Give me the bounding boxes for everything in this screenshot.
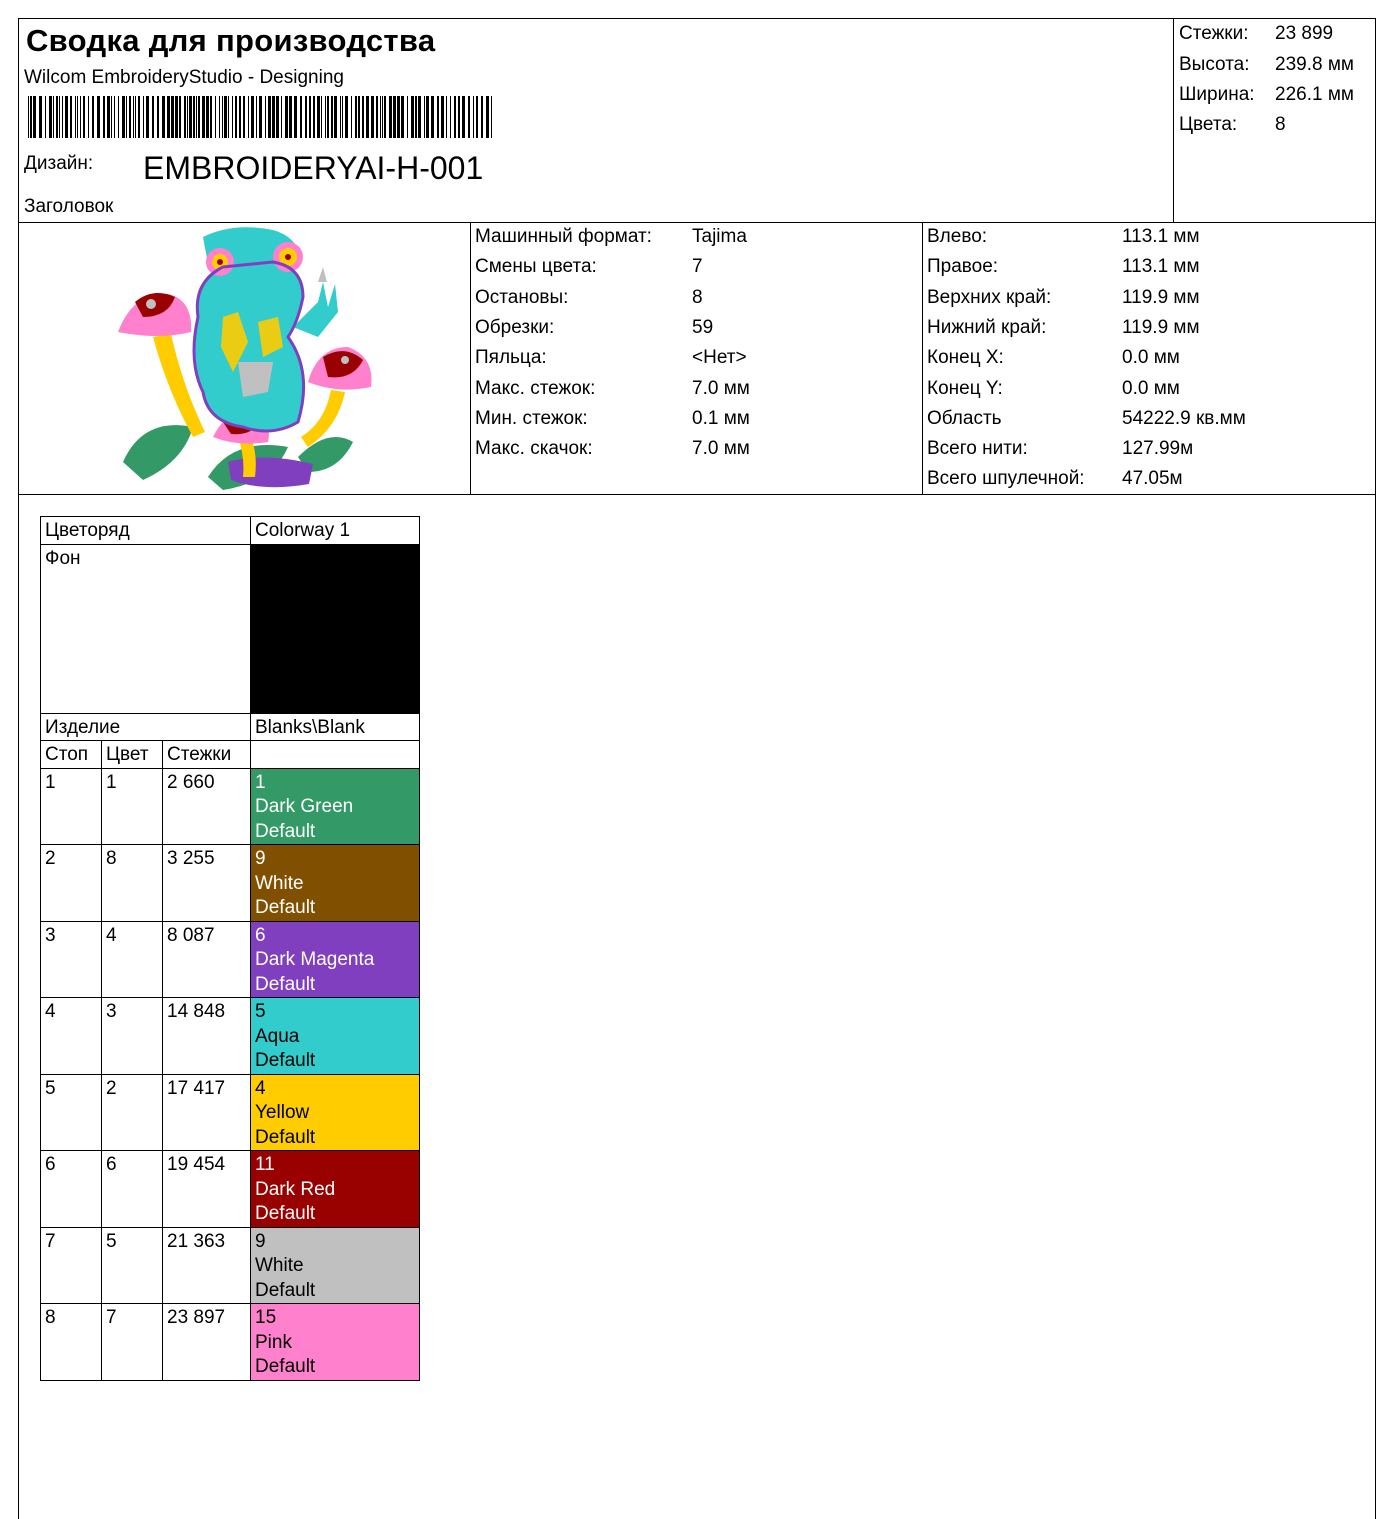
thread-color: 4 xyxy=(102,921,163,998)
thread-code: 11 xyxy=(255,1154,275,1175)
thread-row xyxy=(41,1304,420,1381)
thread-stitches: 14 848 xyxy=(163,998,251,1075)
barcode-bar xyxy=(118,96,119,138)
barcode-bar xyxy=(342,96,343,138)
barcode-bar xyxy=(49,96,52,138)
thread-name: Dark Green xyxy=(255,796,354,817)
barcode-bar xyxy=(235,96,237,138)
barcode-bar xyxy=(103,96,105,138)
barcode-bar xyxy=(382,96,383,138)
barcode-bar xyxy=(189,96,192,138)
extent-value: 113.1 мм xyxy=(1122,256,1200,278)
barcode-bar xyxy=(309,96,311,138)
thread-code: 9 xyxy=(255,848,266,869)
thread-color: 2 xyxy=(102,1074,163,1151)
barcode-bar xyxy=(321,96,322,138)
barcode-bar xyxy=(88,96,89,138)
barcode-bar xyxy=(184,96,186,138)
machine-label: Пяльца: xyxy=(475,347,547,369)
barcode-bar xyxy=(437,96,439,138)
thread-color: 1 xyxy=(102,768,163,845)
machine-value: 7.0 мм xyxy=(692,438,750,460)
colors-label: Цвета: xyxy=(1179,114,1238,135)
thread-color: 5 xyxy=(102,1227,163,1304)
thread-name: Aqua xyxy=(255,1025,300,1047)
thread-code: 6 xyxy=(255,924,266,946)
barcode-bar xyxy=(33,96,36,138)
barcode-bar xyxy=(300,96,302,138)
barcode-bar xyxy=(162,96,165,138)
design-label: Дизайн: xyxy=(24,153,94,174)
extent-label: Правое: xyxy=(927,256,999,278)
thread-stop: 2 xyxy=(41,845,102,922)
thread-name: White xyxy=(255,872,304,894)
barcode-bar xyxy=(340,96,341,138)
machine-label: Смены цвета: xyxy=(475,256,597,278)
barcode-bar xyxy=(393,96,396,138)
barcode-bar xyxy=(28,96,29,138)
extent-value: 47.05м xyxy=(1122,468,1183,490)
barcode-bar xyxy=(458,96,460,138)
barcode-bar xyxy=(345,96,348,138)
barcode-bar xyxy=(268,96,271,138)
thread-stitches: 17 417 xyxy=(163,1074,251,1151)
extent-value: 119.9 мм xyxy=(1122,316,1200,338)
colorway-label: Цветоряд xyxy=(41,517,251,545)
barcode-bar xyxy=(167,96,170,138)
machine-value: 7.0 мм xyxy=(692,377,750,399)
barcode-bar xyxy=(285,96,288,138)
barcode-bar xyxy=(222,96,223,138)
machine-label: Макс. скачок: xyxy=(475,438,593,460)
column-header-thread xyxy=(251,741,420,769)
thread-chart: Default xyxy=(255,820,316,842)
production-worksheet xyxy=(18,18,1376,1519)
barcode-bar xyxy=(380,96,381,138)
barcode-bar xyxy=(77,96,78,138)
barcode-bar xyxy=(232,96,233,138)
barcode-bar xyxy=(426,96,429,138)
machine-value: 7 xyxy=(692,256,703,278)
thread-chart: Default xyxy=(255,973,316,995)
extent-label: Нижний край: xyxy=(927,316,1047,338)
barcode-bar xyxy=(424,96,425,138)
barcode-bar xyxy=(92,96,94,138)
extent-value: 0.0 мм xyxy=(1122,347,1180,369)
thread-color: 6 xyxy=(102,1151,163,1228)
barcode-bar xyxy=(289,96,292,138)
thread-row xyxy=(41,845,420,922)
machine-value: 0.1 мм xyxy=(692,407,750,429)
barcode-bar xyxy=(384,96,386,138)
thread-code: 5 xyxy=(255,1001,266,1022)
thread-stitches: 23 897 xyxy=(163,1304,251,1381)
barcode-bar xyxy=(366,96,369,138)
barcode-bar xyxy=(187,96,188,138)
barcode-bar xyxy=(325,96,326,138)
thread-chart: Default xyxy=(255,1356,316,1377)
thread-code: 15 xyxy=(255,1307,277,1328)
barcode-bar xyxy=(327,96,329,138)
barcode-bar xyxy=(389,96,392,138)
barcode-bar xyxy=(129,96,131,138)
thread-stop: 1 xyxy=(41,768,102,845)
barcode-bar xyxy=(143,96,144,138)
thread-code: 9 xyxy=(255,1230,266,1252)
thread-color-swatch xyxy=(251,845,420,922)
extent-label: Всего нити: xyxy=(927,438,1028,460)
barcode-bar xyxy=(476,96,478,138)
barcode-bar xyxy=(265,96,266,138)
barcode-bar xyxy=(355,96,357,138)
colorway-name: Colorway 1 xyxy=(251,517,420,545)
barcode-bar xyxy=(59,96,60,138)
thread-stitches: 3 255 xyxy=(163,845,251,922)
stitches-label: Стежки: xyxy=(1179,23,1249,44)
thread-color-swatch xyxy=(251,1227,420,1304)
thread-stop: 7 xyxy=(41,1227,102,1304)
barcode-bar xyxy=(135,96,136,138)
height-value: 239.8 мм xyxy=(1275,54,1354,75)
thread-color: 3 xyxy=(102,998,163,1075)
barcode-bar xyxy=(305,96,307,138)
barcode-bar xyxy=(39,96,42,138)
barcode-bar xyxy=(248,96,249,138)
barcode-bar xyxy=(251,96,254,138)
thread-chart: Default xyxy=(255,1203,316,1224)
product-value: Blanks\Blank xyxy=(251,713,420,741)
barcode-bar xyxy=(202,96,205,138)
background-color-swatch xyxy=(251,544,420,713)
barcode-bar xyxy=(415,96,417,138)
barcode-bar xyxy=(111,96,112,138)
barcode-bar xyxy=(45,96,46,138)
extent-label: Влево: xyxy=(927,226,988,247)
barcode-bar xyxy=(358,96,360,138)
extent-label: Всего шпулечной: xyxy=(927,468,1085,490)
machine-value: 8 xyxy=(692,286,703,308)
barcode-bar xyxy=(219,96,220,138)
thread-chart: Default xyxy=(255,1279,316,1301)
barcode-bar xyxy=(317,96,320,138)
barcode-bar xyxy=(30,96,32,138)
column-header-stop: Стоп xyxy=(41,741,102,769)
barcode-bar xyxy=(215,96,216,138)
barcode-bar xyxy=(75,96,76,138)
thread-color-swatch xyxy=(251,921,420,998)
barcode-bar xyxy=(122,96,125,138)
barcode-bar xyxy=(454,96,456,138)
width-value: 226.1 мм xyxy=(1275,84,1354,105)
barcode-bar xyxy=(450,96,451,138)
barcode-bar xyxy=(243,96,245,138)
background-label: Фон xyxy=(41,544,251,713)
thread-color-swatch xyxy=(251,998,420,1075)
design-name: EMBROIDERYAI-H-001 xyxy=(143,150,484,186)
extent-value: 54222.9 кв.мм xyxy=(1122,407,1246,429)
thread-row xyxy=(41,998,420,1075)
stitches-value: 23 899 xyxy=(1275,23,1334,44)
thread-stitches: 21 363 xyxy=(163,1227,251,1304)
thread-stitches: 19 454 xyxy=(163,1151,251,1228)
thread-color-swatch xyxy=(251,1074,420,1151)
thread-color-swatch xyxy=(251,1304,420,1381)
barcode-bar xyxy=(157,96,159,138)
barcode-bar xyxy=(351,96,352,138)
thread-name: Yellow xyxy=(255,1102,310,1123)
thread-stop: 4 xyxy=(41,998,102,1075)
barcode-bar xyxy=(441,96,444,138)
barcode-bar xyxy=(133,96,134,138)
thread-color-swatch xyxy=(251,768,420,845)
thread-name: White xyxy=(255,1255,304,1276)
barcode-bar xyxy=(281,96,282,138)
barcode-bar xyxy=(228,96,229,138)
barcode-bar xyxy=(272,96,275,138)
extent-value: 113.1 мм xyxy=(1122,226,1200,247)
barcode-bar xyxy=(107,96,110,138)
extent-label: Верхних край: xyxy=(927,286,1052,308)
thread-color-swatch xyxy=(251,1151,420,1228)
barcode-bar xyxy=(313,96,315,138)
thread-chart: Default xyxy=(255,897,316,918)
machine-value: <Нет> xyxy=(692,347,747,369)
thread-row xyxy=(41,1074,420,1151)
barcode-bar xyxy=(171,96,174,138)
thread-row xyxy=(41,1227,420,1304)
extent-label: Конец X: xyxy=(927,347,1004,369)
barcode-bar xyxy=(114,96,115,138)
barcode-bar xyxy=(397,96,400,138)
thread-name: Dark Magenta xyxy=(255,949,375,970)
barcode-bar xyxy=(331,96,333,138)
barcode-bar xyxy=(462,96,465,138)
thread-stop: 3 xyxy=(41,921,102,998)
thread-row xyxy=(41,1151,420,1228)
barcode-bar xyxy=(411,96,414,138)
column-header-stitches: Стежки xyxy=(163,741,251,769)
thread-stop: 5 xyxy=(41,1074,102,1151)
barcode-bar xyxy=(196,96,197,138)
barcode-bar xyxy=(83,96,85,138)
barcode-bar xyxy=(146,96,149,138)
barcode-bar xyxy=(138,96,140,138)
extent-label: Конец Y: xyxy=(927,377,1003,399)
thread-color: 7 xyxy=(102,1304,163,1381)
thread-stitches: 2 660 xyxy=(163,768,251,845)
barcode-bar xyxy=(446,96,447,138)
barcode-bar xyxy=(334,96,337,138)
machine-value: 59 xyxy=(692,316,714,338)
barcode-bar xyxy=(468,96,470,138)
product-label: Изделие xyxy=(41,713,251,741)
barcode-bar xyxy=(56,96,58,138)
extent-label: Область xyxy=(927,407,1002,429)
machine-label: Мин. стежок: xyxy=(475,407,588,429)
machine-label: Остановы: xyxy=(475,286,569,308)
thread-stop: 8 xyxy=(41,1304,102,1381)
barcode-bar xyxy=(53,96,54,138)
barcode-bar xyxy=(401,96,404,138)
barcode-bar xyxy=(198,96,200,138)
barcode-bar xyxy=(481,96,483,138)
thread-color: 8 xyxy=(102,845,163,922)
barcode-bar xyxy=(210,96,212,138)
barcode-icon xyxy=(28,96,494,138)
barcode-bar xyxy=(473,96,474,138)
barcode-bar xyxy=(175,96,178,138)
barcode-bar xyxy=(491,96,492,138)
extent-value: 119.9 мм xyxy=(1122,286,1200,308)
thread-row xyxy=(41,921,420,998)
barcode-bar xyxy=(70,96,72,138)
thread-stitches: 8 087 xyxy=(163,921,251,998)
colors-value: 8 xyxy=(1275,114,1286,135)
thread-chart: Default xyxy=(255,1050,316,1071)
heading-label: Заголовок xyxy=(24,196,114,217)
barcode-bar xyxy=(62,96,63,138)
thread-chart: Default xyxy=(255,1126,316,1148)
barcode-bar xyxy=(256,96,257,138)
colorway-table xyxy=(40,516,420,1381)
thread-name: Pink xyxy=(255,1331,292,1353)
barcode-bar xyxy=(418,96,421,138)
barcode-bar xyxy=(126,96,127,138)
extent-value: 0.0 мм xyxy=(1122,377,1180,399)
barcode-bar xyxy=(362,96,364,138)
barcode-bar xyxy=(152,96,154,138)
software-name: Wilcom EmbroideryStudio - Designing xyxy=(24,67,344,88)
thread-code: 4 xyxy=(255,1077,266,1099)
barcode-bar xyxy=(431,96,434,138)
machine-label: Машинный формат: xyxy=(475,226,652,247)
width-label: Ширина: xyxy=(1179,84,1255,105)
barcode-bar xyxy=(193,96,195,138)
column-header-color: Цвет xyxy=(102,741,163,769)
barcode-bar xyxy=(407,96,408,138)
machine-label: Макс. стежок: xyxy=(475,377,596,399)
machine-value: Tajima xyxy=(692,226,747,247)
barcode-bar xyxy=(294,96,297,138)
barcode-bar xyxy=(486,96,489,138)
barcode-bar xyxy=(65,96,68,138)
thread-name: Dark Red xyxy=(255,1178,336,1200)
barcode-bar xyxy=(97,96,100,138)
extent-value: 127.99м xyxy=(1122,438,1194,460)
barcode-bar xyxy=(276,96,279,138)
height-label: Высота: xyxy=(1179,54,1250,75)
barcode-bar xyxy=(80,96,81,138)
barcode-bar xyxy=(239,96,241,138)
thread-stop: 6 xyxy=(41,1151,102,1228)
design-preview-image xyxy=(113,222,379,500)
barcode-bar xyxy=(179,96,181,138)
barcode-bar xyxy=(371,96,374,138)
thread-code: 1 xyxy=(255,771,266,793)
machine-label: Обрезки: xyxy=(475,316,555,338)
barcode-bar xyxy=(259,96,262,138)
barcode-bar xyxy=(206,96,209,138)
page-title: Сводка для производства xyxy=(26,23,436,58)
barcode-bar xyxy=(376,96,378,138)
thread-row xyxy=(41,768,420,845)
barcode-bar xyxy=(224,96,227,138)
